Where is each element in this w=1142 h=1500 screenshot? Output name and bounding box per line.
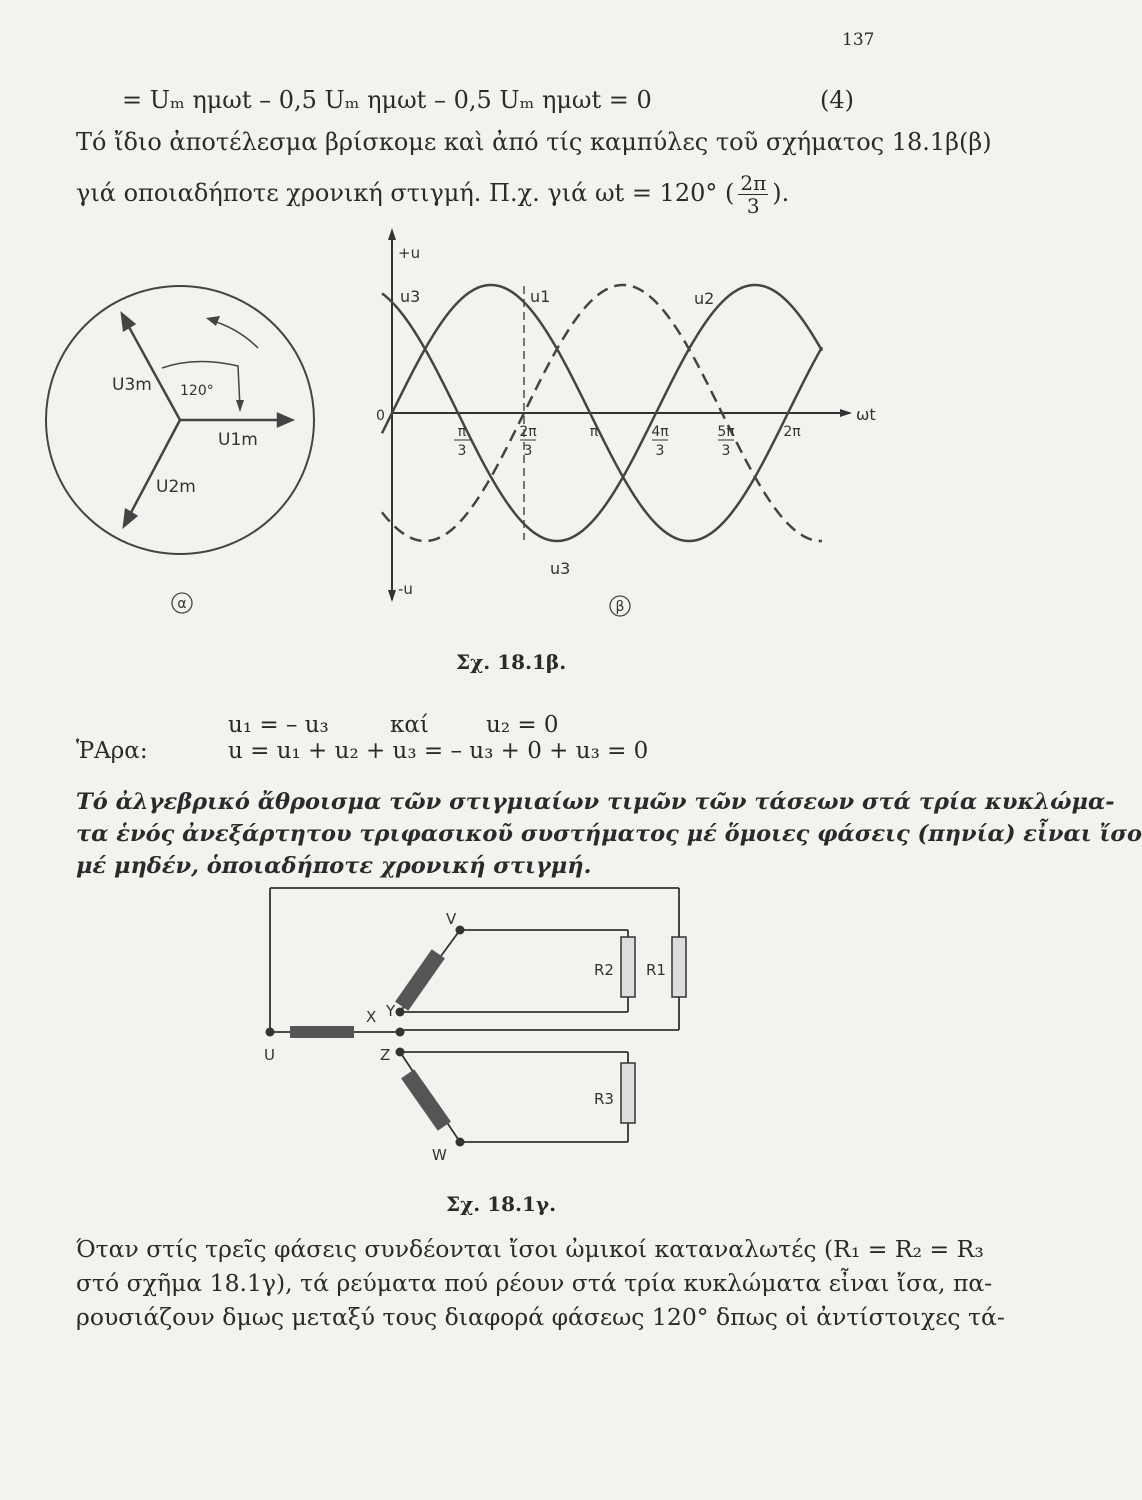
intro-line-2-end: ). bbox=[772, 179, 790, 207]
winding-w bbox=[401, 1069, 451, 1131]
intro-line-2-text: γιά οποιαδήποτε χρονική στιγμή. Π.χ. γιά ωt = 120° ( bbox=[76, 179, 735, 207]
tick-label: π bbox=[589, 424, 599, 440]
label-u1m: U1m bbox=[218, 430, 258, 450]
label-120: 120° bbox=[180, 383, 214, 399]
statement-line-1: Τό ἀλγεβρικό ἄθροισμα τῶν στιγμιαίων τιμῶν τῶν τάσεων στά τρία κυκλώμα- bbox=[76, 789, 1115, 815]
tick-label: 2π bbox=[783, 424, 801, 440]
tick-label: π bbox=[457, 424, 467, 440]
intro-fraction bbox=[738, 172, 768, 217]
eq-line-1-and: καί bbox=[390, 712, 429, 738]
rotation-arrow bbox=[210, 320, 258, 348]
page-number: 137 bbox=[842, 30, 875, 50]
resistor-r3 bbox=[621, 1063, 635, 1123]
label-u2m: U2m bbox=[156, 477, 196, 497]
axis-neg-label: -u bbox=[398, 580, 413, 598]
terminal-u: U bbox=[264, 1046, 275, 1064]
curve-label-u3-bottom: u3 bbox=[550, 559, 571, 578]
curve-label-u2: u2 bbox=[694, 289, 715, 308]
sub-label-b: β bbox=[615, 599, 625, 615]
axis-pos-label: +u bbox=[398, 244, 421, 262]
closing-line-1: Όταν στίς τρεῖς φάσεις συνδέονται ἴσοι ὠμικοί καταναλωτές (R₁ = R₂ = R₃ bbox=[76, 1235, 984, 1263]
winding-u bbox=[290, 1026, 354, 1038]
eq-line-2: u = u₁ + u₂ + u₃ = – u₃ + 0 + u₃ = 0 bbox=[228, 738, 649, 764]
figure-18-1b bbox=[0, 220, 1012, 690]
intro-line-1: Τό ἴδιο ἀποτέλεσμα βρίσκομε καὶ ἀπό τίς καμπύλες τοῦ σχήματος 18.1β(β) bbox=[76, 128, 992, 156]
tick-label: 2π bbox=[519, 424, 537, 440]
circuit-wires bbox=[270, 888, 679, 1142]
tick-label-den: 3 bbox=[457, 443, 467, 459]
terminal-v: V bbox=[446, 910, 457, 928]
axis-x-label: ωt bbox=[856, 405, 876, 424]
eq-line-1b: u₂ = 0 bbox=[486, 712, 559, 738]
closing-line-2: στό σχῆμα 18.1γ), τά ρεύματα πού ρέουν στά τρία κυκλώματα εἶναι ἴσα, πα- bbox=[76, 1269, 993, 1297]
terminal-w: W bbox=[432, 1146, 447, 1164]
caption-18-1g: Σχ. 18.1γ. bbox=[446, 1192, 557, 1216]
equation-4: = Uₘ ημωt – 0,5 Uₘ ημωt – 0,5 Uₘ ημωt = 0 bbox=[122, 86, 652, 114]
origin-label: 0 bbox=[376, 408, 385, 424]
label-r1: R1 bbox=[646, 961, 666, 979]
statement-line-3: μέ μηδέν, ὁποιαδήποτε χρονική στιγμή. bbox=[76, 853, 592, 879]
closing-line-3: ρουσιάζουν δμως μεταξύ τους διαφορά φάσεως 120° δπως οἱ ἀντίστοιχες τά- bbox=[76, 1303, 1005, 1331]
eq-line-1a: u₁ = – u₃ bbox=[228, 712, 329, 738]
closing-paragraph bbox=[76, 1232, 1005, 1334]
curve-label-u1: u1 bbox=[530, 287, 551, 306]
statement-line-2: τα ἑνός ἀνεξάρτητου τριφασικοῦ συστήματος μέ ὅμοιες φάσεις (πηνία) εἶναι ἴσο bbox=[76, 821, 1142, 847]
equation-4-number: (4) bbox=[820, 86, 854, 114]
tick-label-den: 3 bbox=[523, 443, 533, 459]
label-u3m: U3m bbox=[112, 375, 152, 395]
phasor-u2m bbox=[126, 420, 180, 522]
fraction-denominator: 3 bbox=[746, 194, 760, 218]
resistor-r1 bbox=[672, 937, 686, 997]
tick-label: 4π bbox=[651, 424, 669, 440]
label-r2: R2 bbox=[594, 961, 614, 979]
label-r3: R3 bbox=[594, 1090, 614, 1108]
terminal-z: Z bbox=[380, 1046, 391, 1064]
statement-paragraph bbox=[76, 786, 1142, 882]
terminal-x: X bbox=[366, 1008, 377, 1026]
figure-18-1g bbox=[0, 880, 1012, 1180]
fraction-numerator: 2π bbox=[740, 171, 767, 195]
tick-label-den: 3 bbox=[721, 443, 731, 459]
x-ticks bbox=[454, 424, 801, 459]
intro-line-2 bbox=[76, 172, 936, 217]
tick-label-den: 3 bbox=[655, 443, 665, 459]
terminal-y: Y bbox=[386, 1002, 396, 1020]
caption-18-1b: Σχ. 18.1β. bbox=[456, 650, 567, 674]
winding-v bbox=[395, 949, 445, 1011]
phasors bbox=[122, 314, 292, 526]
curve-label-u3-top: u3 bbox=[400, 287, 421, 306]
tick-label: 5π bbox=[717, 424, 735, 440]
phasor-u3m bbox=[124, 318, 180, 420]
resistor-r2 bbox=[621, 937, 635, 997]
eq-ara: ῬΑρα: bbox=[76, 738, 148, 764]
sub-label-a: α bbox=[177, 596, 187, 612]
